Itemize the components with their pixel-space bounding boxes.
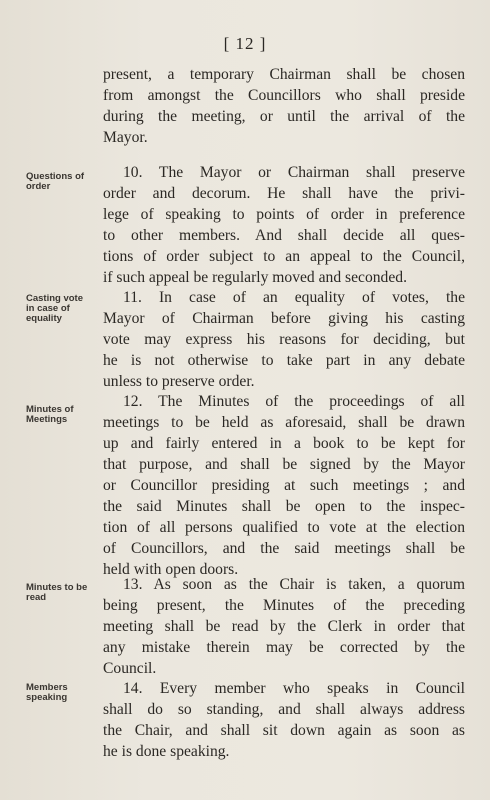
text-line: Mayor. (103, 129, 148, 146)
text-line: Mayor of Chairman before giving his casting (103, 310, 465, 327)
text-line: 14. Every member who speaks in Council (123, 680, 465, 697)
margin-note-line: Minutes to be (26, 582, 88, 593)
text-line: shall do so standing, and shall always address (103, 701, 465, 718)
text-line: 13. As soon as the Chair is taken, a quorum (123, 576, 465, 593)
text-line: he is not otherwise to take part in any debate (103, 352, 465, 369)
margin-note-questions-of-order (26, 172, 104, 192)
text-line: 10. The Mayor or Chairman shall preserve (123, 164, 465, 181)
margin-note-casting-vote (26, 294, 104, 324)
text-line: meeting shall be read by the Clerk in order that (103, 618, 465, 635)
margin-note-line: Members (26, 682, 68, 693)
text-line: to other members. And shall decide all ques- (103, 227, 465, 244)
text-line: during the meeting, or until the arrival of the (103, 108, 465, 125)
margin-note-line: read (26, 592, 47, 603)
paragraph-13 (103, 574, 465, 679)
paragraph-10 (103, 162, 465, 288)
margin-note-line: speaking (26, 692, 68, 703)
text-line: vote may express his reasons for deciding, but (103, 331, 465, 348)
text-line: any mistake therein may be corrected by the (103, 639, 465, 656)
paragraph-11 (103, 287, 465, 392)
margin-note-line: Meetings (26, 414, 68, 425)
text-line: or Councillor presiding at such meetings ; and (103, 477, 465, 494)
paragraph-12 (103, 391, 465, 580)
margin-note-line: Casting vote (26, 293, 84, 304)
text-line: he is done speaking. (103, 743, 230, 760)
text-line: that purpose, and shall be signed by the Mayor (103, 456, 465, 473)
page-number: [ 12 ] (223, 34, 267, 53)
text-line: up and fairly entered in a book to be kept for (103, 435, 465, 452)
text-line: meetings to be held as aforesaid, shall be drawn (103, 414, 465, 431)
text-line: tions of order subject to an appeal to the Council, (103, 248, 465, 265)
margin-note-members-speaking (26, 683, 104, 703)
text-line: order and decorum. He shall have the privi- (103, 185, 465, 202)
paragraph-continuation (103, 64, 465, 148)
text-line: present, a temporary Chairman shall be chosen (103, 66, 465, 83)
margin-note-minutes-of-meetings (26, 405, 104, 425)
text-line: Council. (103, 660, 157, 677)
margin-note-line: in case of (26, 303, 70, 314)
text-line: being present, the Minutes of the preceding (103, 597, 465, 614)
margin-note-line: equality (26, 313, 62, 324)
text-line: 11. In case of an equality of votes, the (123, 289, 465, 306)
margin-note-line: Minutes of (26, 404, 74, 415)
margin-note-line: order (26, 181, 51, 192)
margin-note-minutes-to-be-read (26, 583, 104, 603)
paragraph-14 (103, 678, 465, 762)
text-line: the Chair, and shall sit down again as soon as (103, 722, 465, 739)
text-line: if such appeal be regularly moved and seconded. (103, 269, 407, 286)
text-line: 12. The Minutes of the proceedings of all (123, 393, 465, 410)
text-line: the said Minutes shall be open to the inspec- (103, 498, 465, 515)
text-line: lege of speaking to points of order in preference (103, 206, 465, 223)
text-line: unless to preserve order. (103, 373, 255, 390)
margin-note-line: Questions of (26, 171, 85, 182)
text-line: of Councillors, and the said meetings shall be (103, 540, 465, 557)
text-line: held with open doors. (103, 561, 239, 578)
text-line: from amongst the Councillors who shall preside (103, 87, 465, 104)
text-line: tion of all persons qualified to vote at the election (103, 519, 465, 536)
